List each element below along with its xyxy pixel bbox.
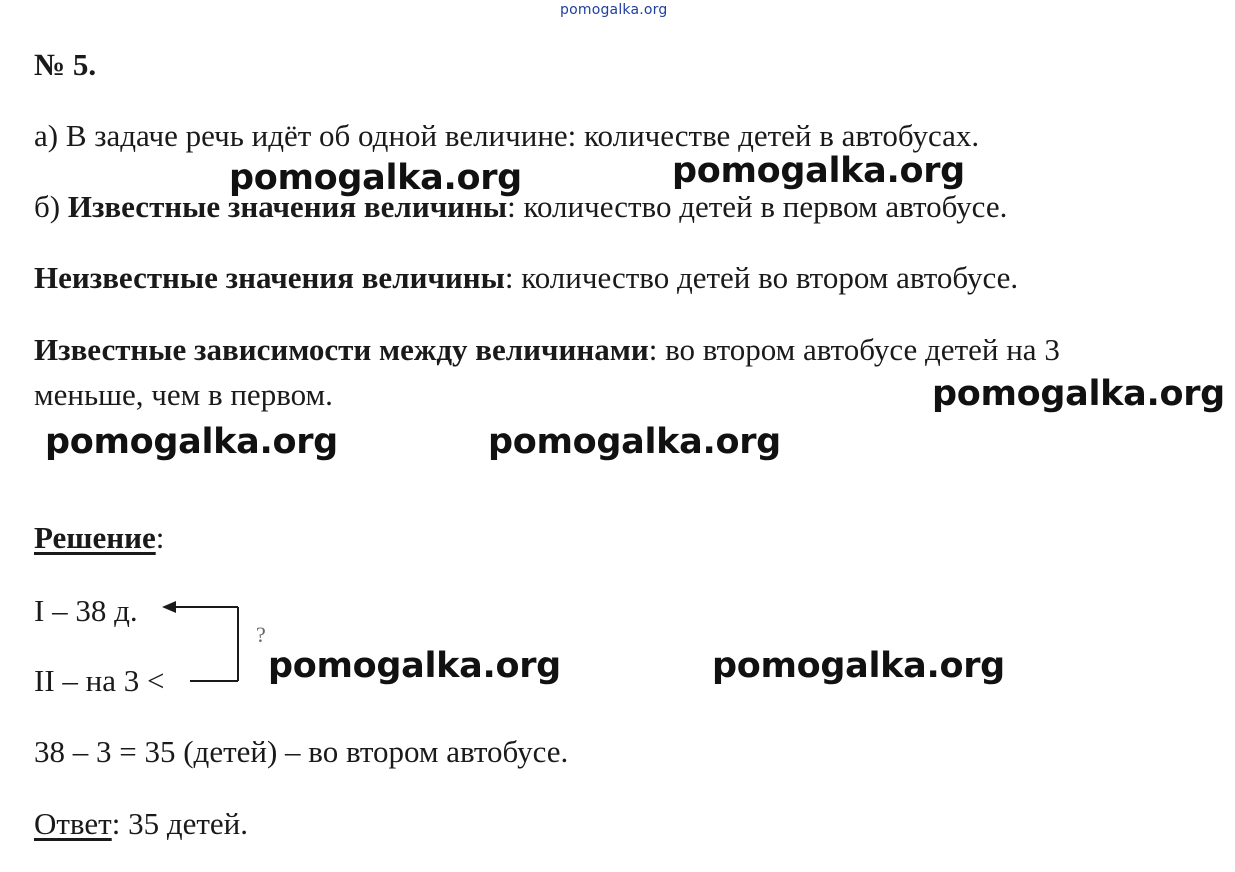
solution-row-2: II – на 3 <: [34, 663, 165, 698]
top-watermark: pomogalka.org: [560, 2, 668, 18]
bracket-diagram: [150, 596, 280, 696]
solution-row-1: I – 38 д.: [34, 593, 138, 628]
unknown-values-line: [34, 260, 1018, 296]
answer-line: [34, 806, 248, 842]
watermark: pomogalka.org: [932, 374, 1225, 414]
answer-label: Ответ: [34, 806, 112, 841]
line-b-prefix: б): [34, 189, 68, 224]
watermark: pomogalka.org: [672, 151, 965, 191]
dependencies-line: [34, 332, 1060, 368]
solution-heading-line: [34, 520, 164, 556]
solution-colon: :: [155, 520, 165, 555]
line-a: а) В задаче речь идёт об одной величине: количестве детей в автобусах.: [34, 118, 980, 153]
dependencies-text: : во втором автобусе детей на 3: [648, 332, 1060, 367]
bracket-arrow-icon: [174, 607, 238, 681]
watermark: pomogalka.org: [488, 422, 781, 462]
known-values-text: : количество детей в первом автобусе.: [507, 189, 1008, 224]
dependencies-heading: Известные зависимости между величинами: [34, 332, 649, 367]
unknown-values-text: : количество детей во втором автобусе.: [504, 260, 1019, 295]
watermark: pomogalka.org: [712, 646, 1005, 686]
watermark: pomogalka.org: [268, 646, 561, 686]
task-number-title: № 5.: [34, 47, 97, 82]
equation-line: 38 – 3 = 35 (детей) – во втором автобусе.: [34, 734, 569, 769]
solution-heading: Решение: [34, 520, 156, 555]
watermark: pomogalka.org: [45, 422, 338, 462]
arrow-head-icon: [162, 601, 176, 613]
dependencies-line-2: меньше, чем в первом.: [34, 377, 333, 412]
answer-text: : 35 детей.: [111, 806, 248, 841]
watermark: pomogalka.org: [229, 158, 522, 198]
question-mark: ?: [256, 622, 266, 647]
known-values-heading: Известные значения величины: [67, 189, 508, 224]
unknown-values-heading: Неизвестные значения величины: [34, 260, 505, 295]
